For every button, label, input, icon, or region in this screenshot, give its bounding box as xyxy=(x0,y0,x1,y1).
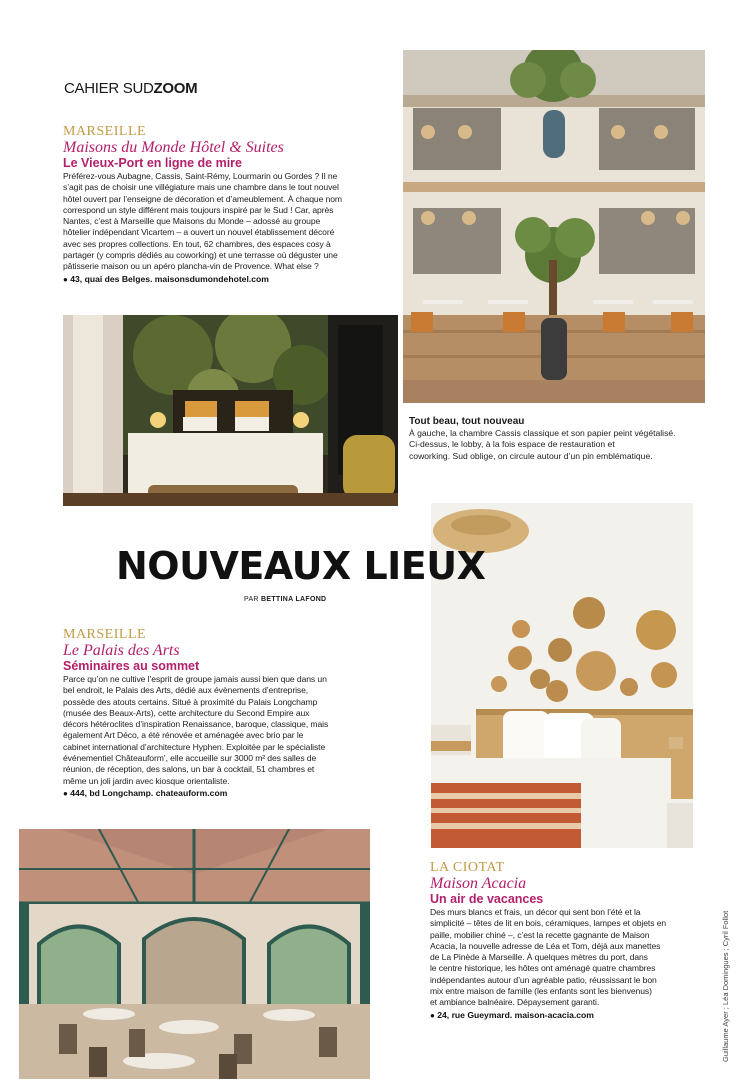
body-line: décors hétéroclites d’inspiration Renaissance, baroque, classique, mais xyxy=(63,719,329,730)
article-body xyxy=(430,907,710,1009)
article-city: LA CIOTAT xyxy=(430,860,505,875)
section-header-bold: ZOOM xyxy=(153,80,198,97)
article-address: ● 24, rue Gueymard. maison-acacia.com xyxy=(430,1009,594,1020)
byline xyxy=(244,596,326,603)
body-line: le centre historique, les hôtes ont aménagé quatre chambres xyxy=(430,963,656,974)
article-maisons-du-monde xyxy=(63,124,399,285)
address-url[interactable]: maison-acacia.com xyxy=(514,1009,594,1020)
body-line: Acacia, la nouvelle adresse de Léa et Tom, déjà aux manettes xyxy=(430,940,661,951)
body-line: Préférez-vous Aubagne, Cassis, Saint-Rémy, Lourmarin ou Gordes ? Il ne xyxy=(63,171,338,181)
article-venue: Maisons du Monde Hôtel & Suites xyxy=(63,139,284,156)
article-city: MARSEILLE xyxy=(63,627,147,642)
body-line: même un joli jardin avec kiosque orientaliste. xyxy=(63,775,230,786)
body-line: événementiel Châteauform’, elle accueille sur 3000 m² des salles de xyxy=(63,753,317,764)
article-headline: Le Vieux-Port en ligne de mire xyxy=(63,156,242,170)
caption-line: Ci-dessus, le lobby, à la fois espace de restauration et xyxy=(409,439,615,450)
palais-photo xyxy=(19,829,370,1079)
address-url[interactable]: maisonsdumondehotel.com xyxy=(154,273,269,284)
lobby-photo xyxy=(403,50,705,403)
section-header xyxy=(64,80,197,97)
body-line: avec ses propres collections. En tout, 62 chambres, des espaces cosy à xyxy=(63,238,331,249)
address-url[interactable]: chateauform.com xyxy=(155,787,228,798)
caption-text xyxy=(409,428,709,462)
article-maison-acacia xyxy=(430,860,710,1021)
article-venue: Maison Acacia xyxy=(430,875,527,892)
bedroom-photo xyxy=(63,315,398,506)
byline-prefix: PAR xyxy=(244,596,259,603)
article-headline: Un air de vacances xyxy=(430,892,544,906)
photo-caption xyxy=(409,416,709,462)
body-line: s’agit pas de choisir une villégiature mais une chambre dans le tout nouvel xyxy=(63,182,339,193)
body-line: réunion, de réception, des salons, un bar à cocktail, 51 chambres et xyxy=(63,764,315,775)
body-line: et ambiance balnéaire. Dépaysement garanti. xyxy=(430,997,600,1008)
body-line: paille, mobilier chiné –, c’est la recette gagnante de Maison xyxy=(430,929,650,940)
body-line: simplicité – têtes de lit en bois, céramiques, lampes et objets en xyxy=(430,918,667,929)
body-line: de La Pinède à Marseille. À quelques mètres du port, dans xyxy=(430,952,648,963)
article-venue: Le Palais des Arts xyxy=(63,642,180,659)
article-city: MARSEILLE xyxy=(63,124,147,139)
address-street: 24, rue Gueymard. xyxy=(437,1009,513,1020)
article-palais-des-arts xyxy=(63,627,393,799)
body-line: (musée des Beaux-Arts), cette architecture du Second Empire aux xyxy=(63,707,310,718)
article-body xyxy=(63,171,399,273)
body-line: bel endroit, le Palais des Arts, dédié aux évènements d’entreprise, xyxy=(63,685,309,696)
article-address: ● 43, quai des Belges. maisonsdumondehotel.com xyxy=(63,273,269,284)
caption-line: À gauche, la chambre Cassis classique et son papier peint végétalisé. xyxy=(409,428,676,438)
article-headline: Séminaires au sommet xyxy=(63,659,200,673)
body-line: possède des atouts certains. Situé à proximité du Palais Longchamp xyxy=(63,696,318,707)
address-street: 444, bd Longchamp. xyxy=(70,787,154,798)
address-street: 43, quai des Belges. xyxy=(70,273,153,284)
caption-title: Tout beau, tout nouveau xyxy=(409,416,525,427)
page-title: NOUVEAUX LIEUX xyxy=(116,544,486,588)
body-line: également Art Déco, a été rénovée et aménagée avec brio par le xyxy=(63,730,304,741)
byline-name: BETTINA LAFOND xyxy=(261,596,327,603)
body-line: hôtel ouvert par l’enseigne de décoration et d’ameublement. À chaque nom xyxy=(63,193,342,204)
section-header-prefix: CAHIER SUD xyxy=(64,80,154,97)
body-line: correspond un style différent mais toujours inspiré par le Sud ! Car, après xyxy=(63,204,334,215)
body-line: Parce qu’on ne cultive l’esprit de groupe jamais aussi bien que dans un xyxy=(63,674,327,684)
photo-credit: Guillaume Ayer ; Léa Domingues ; Cyril Follot xyxy=(721,910,730,1062)
body-line: pâtisserie maison ou un apéro plancha-vin de Provence. What else ? xyxy=(63,261,319,272)
body-line: cabinet international d’architecture Hyphen. Exploitée par le spécialiste xyxy=(63,741,326,752)
body-line: indépendantes autour d’un agréable patio, réussissant le bon xyxy=(430,974,657,985)
body-line: mix entre maison de famille (les enfants sont les bienvenus) xyxy=(430,986,652,997)
body-line: Nantes, c’est à Marseille que Maisons du Monde – adossé au groupe xyxy=(63,216,321,227)
body-line: partager (y compris dédiés au coworking) et une terrasse où déguster une xyxy=(63,250,338,261)
article-body xyxy=(63,674,393,787)
body-line: Des murs blancs et frais, un décor qui sent bon l’été et la xyxy=(430,907,641,917)
caption-line: coworking. Sud oblige, on circule autour d’un pin emblématique. xyxy=(409,450,653,461)
article-address: ● 444, bd Longchamp. chateauform.com xyxy=(63,787,228,798)
body-line: hôtelier indépendant Vicartem – a ouvert un nouvel établissement décoré xyxy=(63,227,335,238)
